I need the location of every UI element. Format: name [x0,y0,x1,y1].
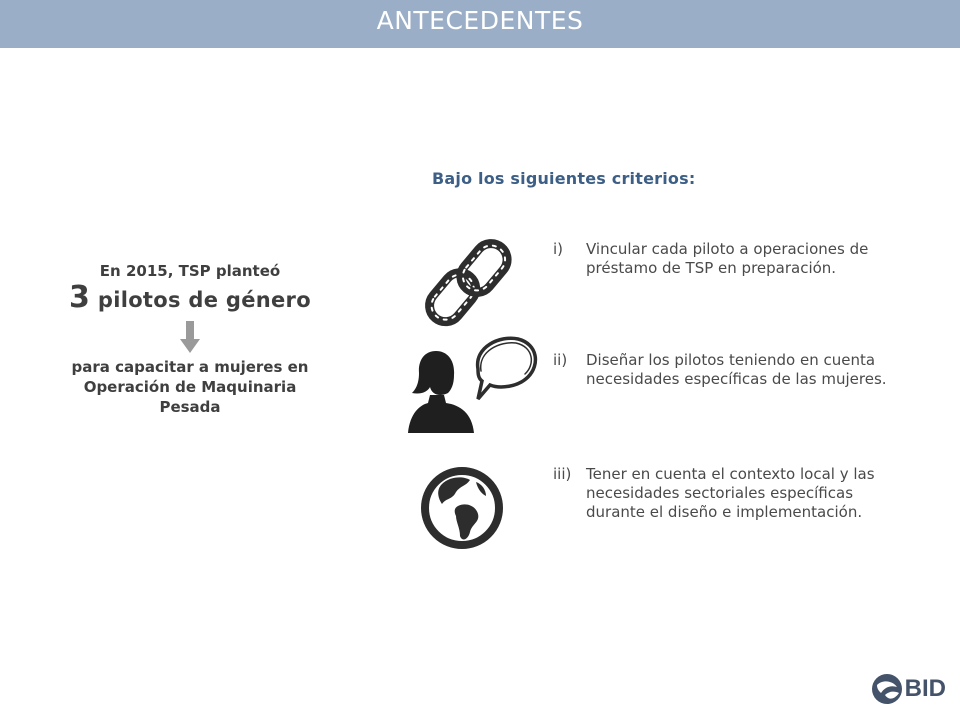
bid-logo [871,673,946,705]
criteria-item-index: i) [553,240,564,258]
criteria-item-text: Tener en cuenta el contexto local y las necesidades sectoriales específicas durante el diseño e implementación. [586,465,875,521]
criteria-item-index: iii) [553,465,572,483]
woman-speech-bubble-icon [408,333,540,437]
intro-text: En 2015, TSP planteó [99,262,281,280]
purpose-line-1: para capacitar a mujeres en [71,358,309,376]
pilots-label: pilotos de género [97,288,311,312]
globe-icon [416,462,512,554]
criteria-title: Bajo los siguientes criterios: [432,169,696,188]
bid-logo-text: BID [904,675,946,702]
criteria-item-text: Vincular cada piloto a operaciones de préstamo de TSP en preparación. [586,240,869,277]
purpose-line-2: Operación de Maquinaria [83,378,297,396]
down-arrow-icon [178,321,202,355]
criteria-item-2 [553,351,908,389]
criteria-item-3 [553,465,908,522]
criteria-item-1 [553,240,908,278]
chain-link-icon [418,236,518,328]
criteria-item-index: ii) [553,351,568,369]
criteria-item-text: Diseñar los pilotos teniendo en cuenta necesidades específicas de las mujeres. [586,351,887,388]
header-bar [0,0,960,48]
pilots-count: 3 [69,280,91,315]
pilots-summary [25,262,355,417]
bid-logo-icon [871,673,903,705]
purpose-line-3: Pesada [159,398,221,416]
page-title: ANTECEDENTES [376,6,584,35]
pilots-headline [25,280,355,315]
